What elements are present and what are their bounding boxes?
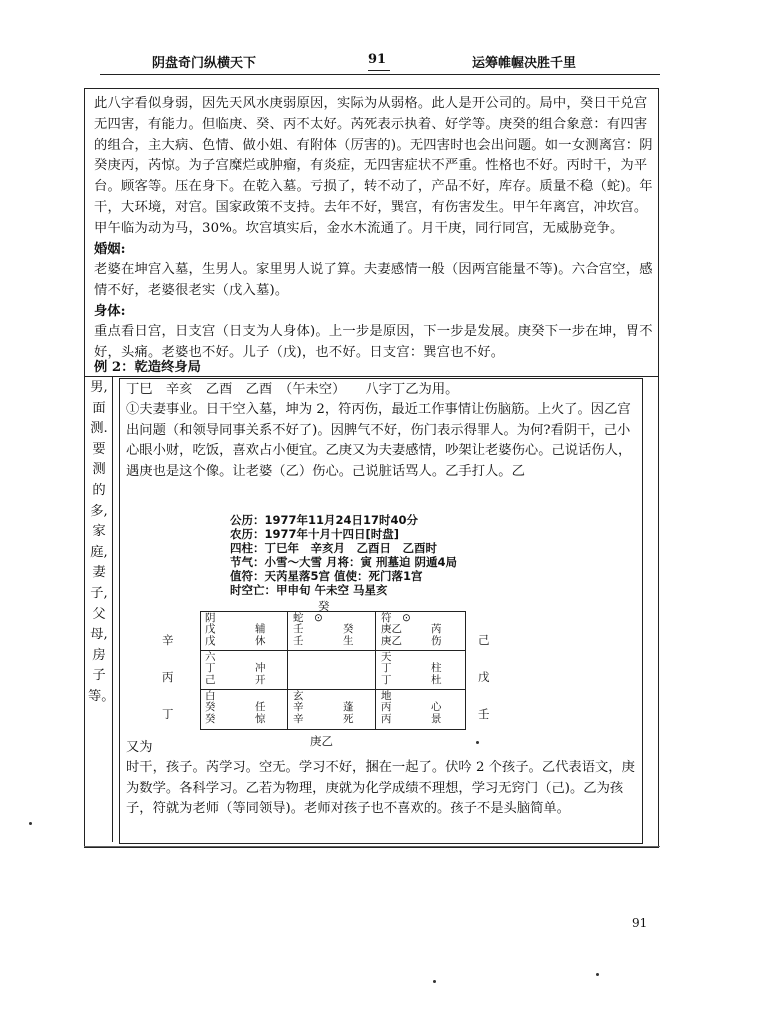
cell-door: 景 bbox=[431, 713, 442, 725]
chart-meta-line: 时空亡：甲申旬 午未空 马星亥 bbox=[230, 583, 388, 597]
cell-star: 任 bbox=[255, 701, 266, 713]
palace-cell-li bbox=[289, 612, 374, 649]
cell-stem-upper: 壬 bbox=[293, 623, 304, 635]
example-paragraph-2: 时干，孩子。芮学习。空无。学习不好，捆在一起了。伏吟 2 个孩子。乙代表语文，庚为数学。各科学习。乙若为物理，庚就为化学成绩不理想，学习无窍门（己)。乙为孩子，符就为老师（等同领导)。老师对孩子也不喜欢的。孩子不是头脑简单。 bbox=[126, 760, 635, 816]
chart-meta-line: 公历：1977年11月24日17时40分 bbox=[230, 513, 419, 527]
scan-speck bbox=[29, 822, 32, 825]
grid-line bbox=[375, 612, 376, 729]
side-char: 子, bbox=[90, 585, 108, 601]
chart-meta-line: 值符：天芮星落5宫 值使：死门落1宫 bbox=[230, 569, 423, 583]
cell-stem-lower: 辛 bbox=[293, 713, 304, 725]
marriage-text: 老婆在坤宫入墓，生男人。家里男人说了算。夫妻感情一般（因两宫能量不等)。六合宫空，感情不好，老婆很老实（戊入墓)。 bbox=[94, 262, 653, 298]
cell-star: 蓬 bbox=[343, 701, 354, 713]
body-heading: 身体: bbox=[94, 304, 126, 319]
palace-cell-kan bbox=[289, 690, 374, 727]
palace-cell-kun bbox=[377, 612, 462, 649]
grid-line bbox=[287, 612, 288, 729]
cell-door: 杜 bbox=[431, 674, 442, 686]
side-column-divider bbox=[112, 376, 113, 842]
cell-door: 惊 bbox=[255, 713, 266, 725]
palace-cell-dui bbox=[377, 651, 462, 688]
cell-stem-lower: 丙 bbox=[381, 713, 392, 725]
palace-right-label: 己 bbox=[478, 633, 490, 647]
cell-stem-upper: 丙 bbox=[381, 701, 392, 713]
example-paragraph-1: ①夫妻事业。日干空入墓，坤为 2，符丙伤，最近工作事情让伤脑筋。上火了。因乙宫出问题（和领导同事关系不好了)。因脾气不好，伤门表示得罪人。为何?看阴干，己小心眼小财，吃饭，喜欢占小便宜。乙庚又为夫妻感情，吵架让老婆伤心。己说话伤人，遇庚也是这个像。让老婆（乙）伤心。己说脏话骂人。乙手打人。乙 bbox=[126, 402, 632, 479]
running-header-left: 阴盘奇门纵横天下 bbox=[152, 56, 257, 71]
cell-star: 芮 bbox=[431, 623, 442, 635]
scan-speck bbox=[596, 973, 599, 976]
cell-god: 阴 bbox=[205, 612, 216, 624]
chart-meta-line: 节气：小雪～大雪 月将：寅 刑墓迫 阴遁4局 bbox=[230, 555, 458, 569]
cell-stem-lower: 癸 bbox=[205, 713, 216, 725]
cell-god: 地 bbox=[381, 690, 392, 702]
cell-god: 白 bbox=[205, 690, 216, 702]
marriage-heading: 婚姻: bbox=[94, 242, 126, 257]
side-char: 子 bbox=[92, 668, 106, 684]
running-header-page-number: 91 bbox=[368, 52, 387, 67]
intro-paragraph: 此八字看似身弱，因先天风水庚弱原因，实际为从弱格。此人是开公司的。局中，癸日干兑宫无四害，有能力。但临庚、癸、丙不太好。芮死表示执着、好学等。庚癸的组合象意：有四害的组合，主大病、色情、做小姐、有附体（厉害的)。无四害时也会出问题。如一女测离宫：阴癸庚丙，芮惊。为子宫糜烂或肿瘤，有炎症，无四害症状不严重。性格也不好。丙时干，为平台。顾客等。压在身下。在乾入墓。亏损了，转不动了，产品不好，库存。质量不稳（蛇)。年干，大环境，对宫。国家政策不支持。去年不好，巽宫，有伤害发生。甲午年离宫，冲坎宫。甲午临为动为马，30%。坎宫填实后，金水木流通了。月干庚，同行同宫，无威胁竞争。 bbox=[94, 96, 653, 236]
bazi-line: 丁巳 辛亥 乙酉 乙酉 （午未空） 八字丁乙为用。 bbox=[126, 382, 459, 397]
palace-cell-gen bbox=[201, 690, 286, 727]
palace-grid bbox=[200, 611, 466, 730]
cell-stem-upper: 戊 bbox=[205, 623, 216, 635]
palace-cell-center bbox=[289, 651, 374, 688]
cell-stem-upper: 丁 bbox=[381, 662, 392, 674]
page-number-underline bbox=[368, 70, 390, 71]
frame-shadow-line bbox=[84, 846, 660, 847]
palace-left-label: 丙 bbox=[162, 670, 174, 684]
example-paragraph-2-lead: 又为 bbox=[126, 740, 153, 755]
cell-door: 开 bbox=[255, 674, 266, 686]
chart-meta-line: 农历：1977年十月十四日[时盘] bbox=[230, 527, 400, 541]
palace-top-label: 癸 bbox=[318, 599, 330, 613]
cell-god: 天 bbox=[381, 651, 392, 663]
body-text: 重点看日宫，日支宫（日支为人身体)。上一步是原因，下一步是发展。庚癸下一步在坤，胃不好，头痛。老婆也不好。儿子（戊)，也不好。日支宫：巽宫也不好。 bbox=[94, 324, 653, 360]
palace-left-label: 丁 bbox=[162, 707, 174, 721]
palace-cell-zhen bbox=[201, 651, 286, 688]
cell-stem-lower: 己 bbox=[205, 674, 216, 686]
cell-star: 辅 bbox=[255, 623, 266, 635]
footer-page-number: 91 bbox=[632, 916, 648, 930]
example-title: 例 2：乾造终身局 bbox=[94, 360, 201, 375]
cell-god: 符 ⊙ bbox=[381, 612, 411, 624]
side-char: 面 bbox=[92, 400, 106, 416]
side-char: 的 bbox=[92, 482, 106, 498]
cell-stem-lower: 庚乙 bbox=[381, 635, 402, 647]
scan-speck bbox=[433, 980, 436, 983]
side-char: 多, bbox=[90, 503, 108, 519]
cell-god: 玄 bbox=[293, 690, 304, 702]
cell-star: 冲 bbox=[255, 662, 266, 674]
side-column bbox=[88, 378, 115, 708]
example-divider bbox=[84, 376, 659, 377]
palace-left-label: 辛 bbox=[162, 633, 174, 647]
cell-stem-upper: 庚乙 bbox=[381, 623, 402, 635]
cell-door: 伤 bbox=[431, 635, 442, 647]
cell-stem-lower: 丁 bbox=[381, 674, 392, 686]
cell-star: 癸 bbox=[343, 623, 354, 635]
side-char: 要 bbox=[92, 441, 106, 457]
cell-stem-lower: 壬 bbox=[293, 635, 304, 647]
chart-meta-line: 四柱：丁巳年 辛亥月 乙酉日 乙酉时 bbox=[230, 541, 437, 555]
side-char: 庭, bbox=[90, 544, 108, 560]
side-char: 等。 bbox=[88, 688, 115, 704]
cell-door: 休 bbox=[255, 635, 266, 647]
cell-god: 蛇 ⊙ bbox=[293, 612, 323, 624]
cell-god: 六 bbox=[205, 651, 216, 663]
side-char: 妻 bbox=[92, 565, 106, 581]
palace-right-label: 壬 bbox=[478, 707, 490, 721]
side-char: 父 bbox=[92, 606, 106, 622]
header-rule bbox=[100, 74, 660, 75]
palace-cell-qian bbox=[377, 690, 462, 727]
cell-star: 心 bbox=[431, 701, 442, 713]
side-char: 家 bbox=[92, 524, 106, 540]
palace-bottom-label: 庚乙 bbox=[310, 734, 333, 748]
side-char: 测 bbox=[92, 462, 106, 478]
cell-stem-lower: 戊 bbox=[205, 635, 216, 647]
running-header-right: 运筹帷幄决胜千里 bbox=[472, 56, 577, 71]
side-char: 母, bbox=[90, 627, 108, 643]
side-char: 房 bbox=[92, 647, 106, 663]
cell-door: 生 bbox=[343, 635, 354, 647]
cell-door: 死 bbox=[343, 713, 354, 725]
palace-cell-xun bbox=[201, 612, 286, 649]
cell-star: 柱 bbox=[431, 662, 442, 674]
cell-stem-upper: 辛 bbox=[293, 701, 304, 713]
cell-stem-upper: 丁 bbox=[205, 662, 216, 674]
side-char: 男, bbox=[90, 380, 108, 395]
palace-right-label: 戊 bbox=[478, 670, 490, 684]
cell-stem-upper: 癸 bbox=[205, 701, 216, 713]
scan-speck bbox=[476, 741, 479, 744]
side-char: 测. bbox=[90, 421, 108, 437]
